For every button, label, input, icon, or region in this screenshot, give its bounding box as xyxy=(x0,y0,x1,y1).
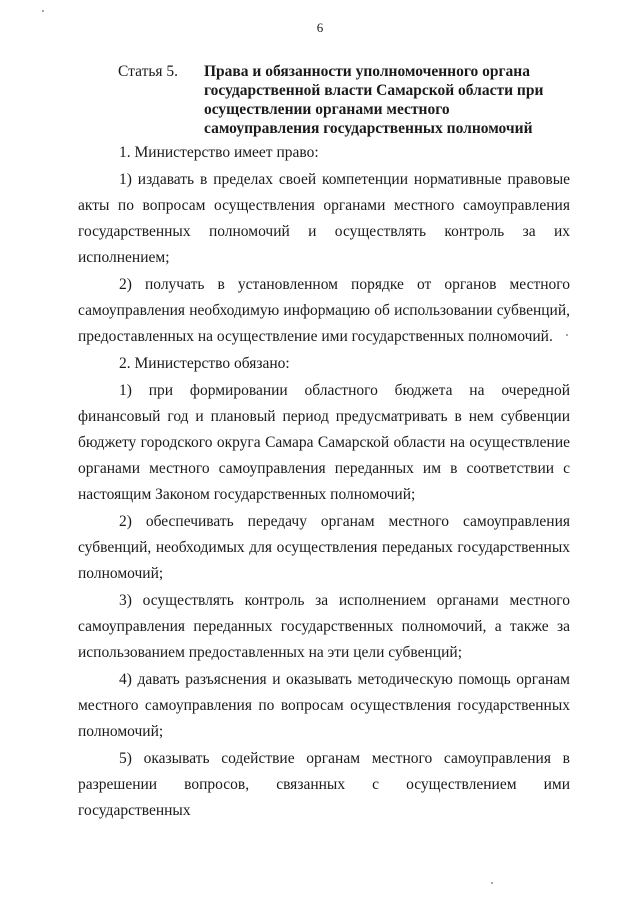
article-heading xyxy=(118,62,578,138)
scan-speck xyxy=(42,10,44,12)
scan-speck xyxy=(491,882,493,884)
paragraph-ministry-rights: 1. Министерство имеет право: xyxy=(119,144,319,161)
page-number: 6 xyxy=(316,20,324,35)
paragraph-duty-1: 1) при формировании областного бюджета на очередной финансовый год и плановый период предусматривать в нем субвенции бюджету городского округа Самара Самарской области на осуществление органами местного самоуправления переданных им в соответствии с настоящим Законом государственных полномочий; xyxy=(78,382,570,503)
paragraph-duty-5: 5) оказывать содействие органам местного самоуправления в разрешении вопросов, связанных с осуществлением ими государственных xyxy=(78,750,570,819)
scan-speck xyxy=(566,334,568,336)
paragraph-duty-2: 2) обеспечивать передачу органам местного самоуправления субвенций, необходимых для осуществления переданых государственных полномочий; xyxy=(78,513,570,582)
document-body xyxy=(78,140,570,824)
paragraph-right-2: 2) получать в установленном порядке от органов местного самоуправления необходимую информацию об использовании субвенций, предоставленных на осуществление ими государственных полномочий. xyxy=(78,276,570,345)
paragraph-duty-4: 4) давать разъяснения и оказывать методическую помощь органам местного самоуправления по вопросам осуществления государственных полномочий; xyxy=(78,671,570,740)
article-title: Права и обязанности уполномоченного органа государственной власти Самарской области при осуществлении органами местного самоуправления государственных полномочий xyxy=(204,63,544,137)
paragraph-right-1: 1) издавать в пределах своей компетенции нормативные правовые акты по вопросам осуществления органами местного самоуправления государственных полномочий и осуществлять контроль за их исполнением; xyxy=(78,171,570,266)
article-number: Статья 5. xyxy=(118,63,179,80)
paragraph-duty-3: 3) осуществлять контроль за исполнением органами местного самоуправления переданных государственных полномочий, а также за использованием предоставленных на эти цели субвенций; xyxy=(78,592,570,661)
paragraph-ministry-duties: 2. Министерство обязано: xyxy=(119,355,290,372)
